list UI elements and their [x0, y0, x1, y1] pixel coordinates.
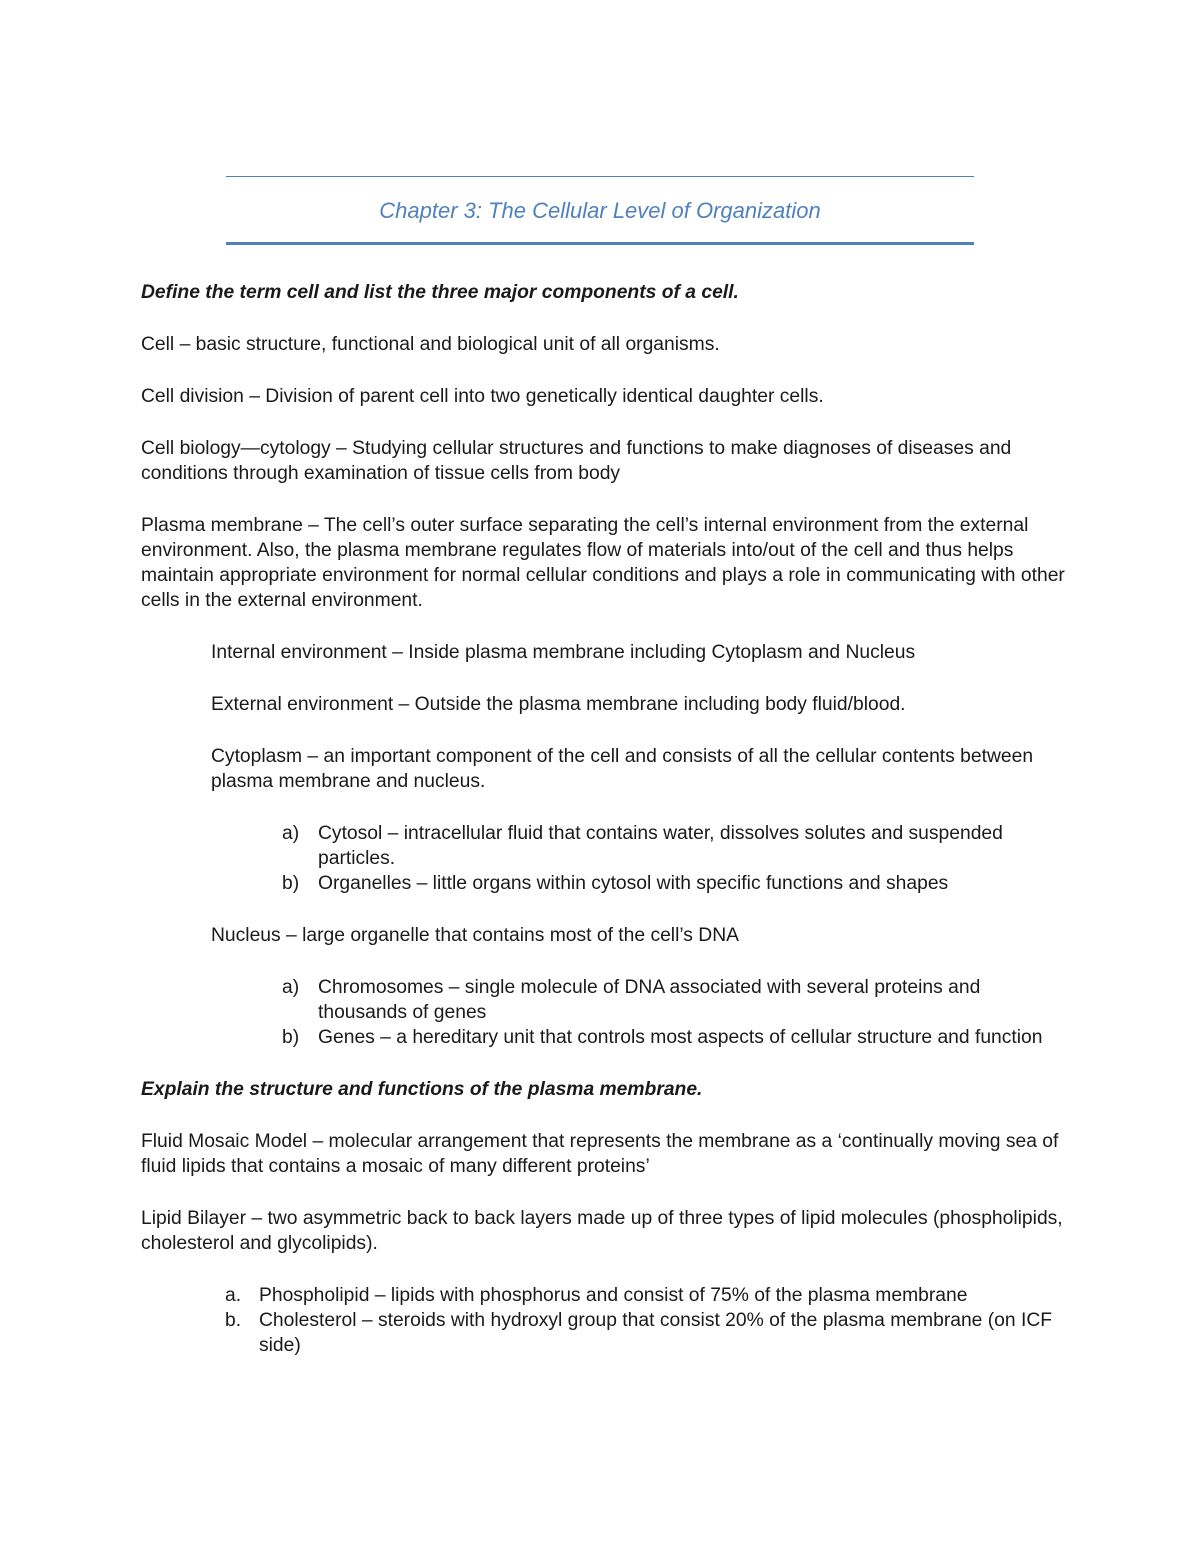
list-item [282, 821, 1066, 871]
list-item [282, 975, 1066, 1025]
paragraph-cell: Cell – basic structure, functional and biological unit of all organisms. [141, 334, 720, 355]
list-item [225, 1308, 1066, 1358]
list-marker: a. [225, 1285, 242, 1306]
section-heading-cell: Define the term cell and list the three major components of a cell. [141, 282, 739, 303]
list-item [282, 871, 1066, 896]
paragraph-plasma-membrane: Plasma membrane – The cell’s outer surface separating the cell’s internal environment from the external environment. Also, the plasma membrane regulates flow of materials into/out of the cell and thus helps maintain appropriate environment for normal cellular conditions and plays a role in communicating with other cells in the external environment. [141, 515, 1065, 611]
list-marker: a) [282, 823, 300, 844]
list-item-text: Organelles – little organs within cytosol with specific functions and shapes [318, 873, 949, 894]
paragraph-cell-division: Cell division – Division of parent cell into two genetically identical daughter cells. [141, 386, 824, 407]
list-marker: b. [225, 1310, 242, 1331]
list-item [282, 1025, 1066, 1050]
list-marker: b) [282, 873, 300, 894]
paragraph-cytoplasm: Cytoplasm – an important component of the cell and consists of all the cellular contents between plasma membrane and nucleus. [211, 746, 1034, 792]
title-rule-bottom [226, 242, 974, 245]
lipid-list [225, 1283, 1066, 1358]
list-marker: b) [282, 1027, 300, 1048]
list-item-text: Cholesterol – steroids with hydroxyl group that consist 20% of the plasma membrane (on ICF side) [259, 1310, 1053, 1356]
list-item-text: Cytosol – intracellular fluid that contains water, dissolves solutes and suspended particles. [318, 823, 1003, 869]
list-item-text: Phospholipid – lipids with phosphorus and consist of 75% of the plasma membrane [259, 1285, 968, 1306]
paragraph-fluid-mosaic: Fluid Mosaic Model – molecular arrangement that represents the membrane as a ‘continually moving sea of fluid lipids that contains a mosaic of many different proteins’ [141, 1131, 1059, 1177]
paragraph-lipid-bilayer: Lipid Bilayer – two asymmetric back to back layers made up of three types of lipid molecules (phospholipids, cholesterol and glycolipids). [141, 1208, 1063, 1254]
cytoplasm-list [282, 821, 1066, 896]
paragraph-external-environment: External environment – Outside the plasma membrane including body fluid/blood. [211, 694, 906, 715]
document-body [141, 280, 1066, 1385]
paragraph-internal-environment: Internal environment – Inside plasma membrane including Cytoplasm and Nucleus [211, 642, 916, 663]
section-heading-plasma-membrane: Explain the structure and functions of the plasma membrane. [141, 1079, 703, 1100]
paragraph-nucleus: Nucleus – large organelle that contains most of the cell’s DNA [211, 925, 740, 946]
page-title: Chapter 3: The Cellular Level of Organization [379, 198, 821, 223]
paragraph-cell-biology: Cell biology—cytology – Studying cellular structures and functions to make diagnoses of diseases and conditions through examination of tissue cells from body [141, 438, 1012, 484]
list-item-text: Genes – a hereditary unit that controls most aspects of cellular structure and function [318, 1027, 1043, 1048]
title-rule-top [226, 176, 974, 177]
title-block [226, 176, 974, 246]
list-item-text: Chromosomes – single molecule of DNA associated with several proteins and thousands of genes [318, 977, 981, 1023]
list-item [225, 1283, 1066, 1308]
nucleus-list [282, 975, 1066, 1050]
list-marker: a) [282, 977, 300, 998]
